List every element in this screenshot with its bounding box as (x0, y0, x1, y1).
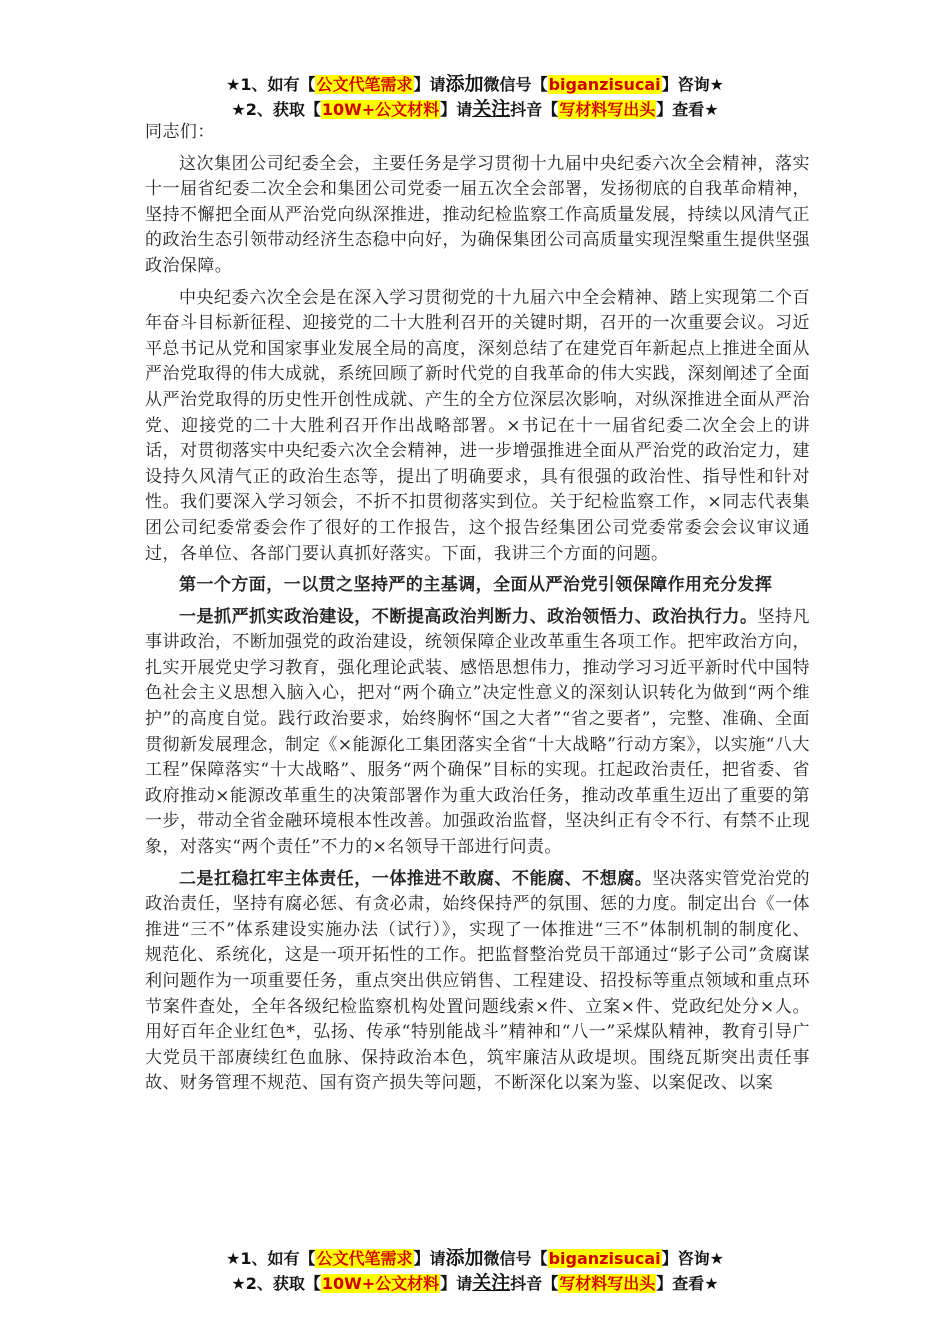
banner-line-1: ★1、如有【公文代笔需求】请添加微信号【biganzisucai】咨询★ (225, 1247, 725, 1269)
star-icon: ★ (225, 1249, 241, 1268)
banner-line-1: ★1、如有【公文代笔需求】请添加微信号【biganzisucai】咨询★ (225, 73, 725, 95)
paragraph-political-building: 一是抓严抓实政治建设，不断提高政治判断力、政治领悟力、政治执行力。坚持凡事讲政治，不断加强党的政治建设，统领保障企业改革重生各项工作。把牢政治方向，扎实开展党史学习教育，强化理论武装、感悟思想伟力，推动学习习近平新时代中国特色社会主义思想入脑入心，把对“两个确立”决定性意义的深刻认识转化为做到“两个维护”的高度自觉。践行政治要求，始终胸怀“国之大者”“省之要者”，完整、准确、全面贯彻新发展理念，制定《×能源化工集团落实全省“十大战略”行动方案》，以实施“八大工程”保障落实“十大战略”、服务“两个确保”目标的实现。扛起政治责任，把省委、省政府推动×能源改革重生的决策部署作为重大政治任务，推动改革重生迈出了重要的第一步，带动全省金融环境根本性改善。加强政治监督，坚决纠正有令不行、有禁不止现象，对落实“两个责任”不力的×名领导干部进行问责。 (145, 606, 810, 858)
section-heading-1: 第一个方面，一以贯之坚持严的主基调，全面从严治党引领保障作用充分发挥 (179, 575, 773, 596)
banner-line-2: ★2、获取【10W+公文材料】请关注抖音【写材料写出头】查看★ (231, 1272, 719, 1294)
paragraph-context: 中央纪委六次全会是在深入学习贯彻党的十九届六中全会精神、踏上实现第二个百年奋斗目标新征程、迎接党的二十大胜利召开的关键时期，召开的一次重要会议。习近平总书记从党和国家事业发展全局的高度，深刻总结了在建党百年新起点上推进全面从严治党取得的伟大成就，系统回顾了新时代党的自我革命的伟大实践，深刻阐述了全面从严治党取得的历史性开创性成就、产生的全方位深层次影响，对纵深推进全面从严治党、迎接党的二十大胜利召开作出战略部署。×书记在十一届省纪委二次全会上的讲话，对贯彻落实中央纪委六次全会精神，进一步增强推进全面从严治党的政治定力，建设持久风清气正的政治生态等，提出了明确要求，具有很强的政治性、指导性和针对性。我们要深入学习领会，不折不扣贯彻落实到位。关于纪检监察工作，×同志代表集团公司纪委常委会作了很好的工作报告，这个报告经集团公司党委常委会会议审议通过，各单位、各部门要认真抓好落实。下面，我讲三个方面的问题。 (145, 287, 810, 564)
paragraph-lead: 二是扛稳扛牢主体责任，一体推进不敢腐、不能腐、不想腐。 (179, 868, 653, 889)
douyin-account-highlight: 写材料写出头 (559, 1274, 656, 1293)
materials-highlight: 10W+公文材料 (321, 100, 440, 119)
ghostwriting-highlight: 公文代笔需求 (316, 1249, 413, 1268)
star-icon: ★ (231, 100, 246, 119)
banner-line-2: ★2、获取【10W+公文材料】请关注抖音【写材料写出头】查看★ (231, 98, 719, 120)
document-body (145, 120, 810, 1097)
star-icon: ★ (225, 75, 241, 94)
wechat-id-highlight: biganzisucai (548, 1249, 661, 1268)
star-icon: ★ (231, 1274, 246, 1293)
bottom-banner (0, 1246, 950, 1296)
ghostwriting-highlight: 公文代笔需求 (316, 75, 413, 94)
paragraph-main-responsibility: 二是扛稳扛牢主体责任，一体推进不敢腐、不能腐、不想腐。坚决落实管党治党的政治责任，坚持有腐必惩、有贪必肃，始终保持严的氛围、惩的力度。制定出台《一体推进“三不”体系建设实施办法（试行）》，实现了一体推进“三不”体制机制的制度化、规范化、系统化，这是一项开拓性的工作。把监督整治党员干部通过“影子公司”贪腐谋利问题作为一项重要任务，重点突出供应销售、工程建设、招投标等重点领域和重点环节案件查处，全年各级纪检监察机构处置问题线索×件、立案×件、党政纪处分×人。用好百年企业红色*，弘扬、传承“特别能战斗”精神和“八一”采煤队精神，教育引导广大党员干部赓续红色血脉、保持政治本色，筑牢廉洁从政堤坝。围绕瓦斯突出责任事故、财务管理不规范、国有资产损失等问题，不断深化以案为鉴、以案促改、以案 (145, 868, 810, 1094)
salutation: 同志们： (145, 122, 215, 142)
paragraph-lead: 一是抓严抓实政治建设，不断提高政治判断力、政治领悟力、政治执行力。 (179, 606, 758, 627)
paragraph-intro: 这次集团公司纪委全会，主要任务是学习贯彻十九届中央纪委六次全会精神，落实十一届省纪委二次全会和集团公司党委一届五次全会部署，发扬彻底的自我革命精神，坚持不懈把全面从严治党向纵深推进，推动纪检监察工作高质量发展，持续以风清气正的政治生态引领带动经济生态稳中向好，为确保集团公司高质量实现涅槃重生提供坚强政治保障。 (145, 153, 810, 276)
wechat-id-highlight: biganzisucai (548, 75, 661, 94)
top-banner (0, 72, 950, 122)
douyin-account-highlight: 写材料写出头 (559, 100, 656, 119)
materials-highlight: 10W+公文材料 (321, 1274, 440, 1293)
